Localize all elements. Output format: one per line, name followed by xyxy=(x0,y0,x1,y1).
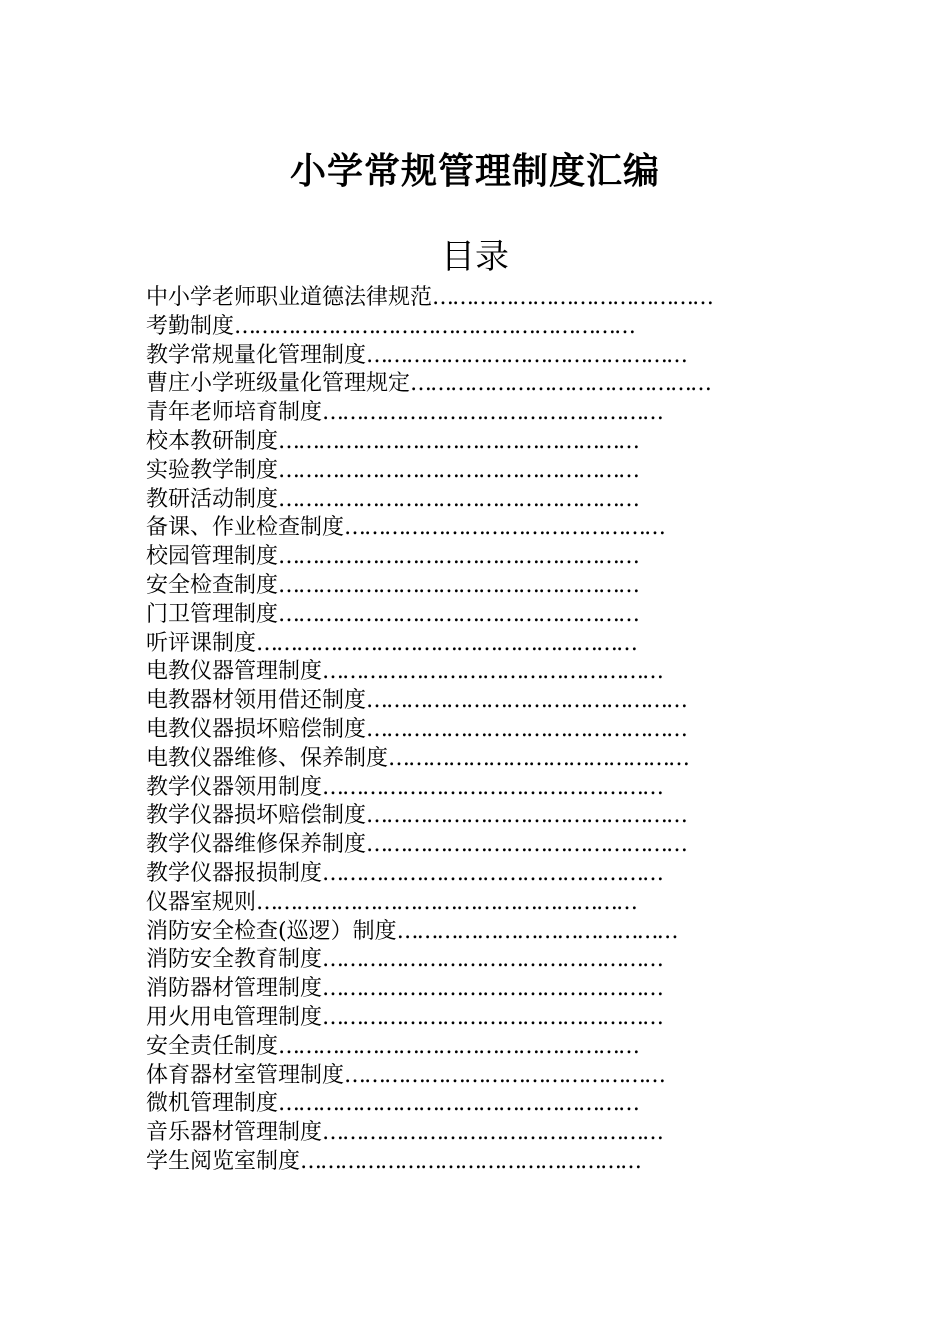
toc-item[interactable] xyxy=(146,745,758,774)
toc-item-label: 用火用电管理制度 xyxy=(146,1004,323,1030)
toc-item[interactable] xyxy=(146,774,758,803)
toc-item-leader: …………………………………………… xyxy=(322,1120,663,1146)
toc-item-label: 电教器材领用借还制度 xyxy=(146,688,367,714)
toc-item[interactable] xyxy=(146,918,758,947)
toc-item-label: 消防器材管理制度 xyxy=(146,976,323,1002)
toc-item-label: 教研活动制度 xyxy=(146,486,279,512)
toc-item-label: 学生阅览室制度 xyxy=(146,1148,301,1174)
toc-item[interactable] xyxy=(146,486,758,515)
toc-item[interactable] xyxy=(146,284,786,313)
toc-item-label: 电教仪器管理制度 xyxy=(146,659,323,685)
toc-item[interactable] xyxy=(146,399,758,428)
toc-item[interactable] xyxy=(146,716,758,745)
toc-item-leader: …………………………………………… xyxy=(300,1148,641,1174)
toc-item-label: 中小学老师职业道德法律规范 xyxy=(146,285,433,310)
toc-item[interactable] xyxy=(146,1148,758,1177)
toc-item-leader: ………………………………………… xyxy=(344,1062,665,1088)
toc-item-label: 曹庄小学班级量化管理规定 xyxy=(146,371,411,397)
toc-item-label: 考勤制度 xyxy=(146,313,235,339)
toc-item-label: 音乐器材管理制度 xyxy=(146,1120,323,1146)
toc-item[interactable] xyxy=(146,687,758,716)
toc-item[interactable] xyxy=(146,975,758,1004)
toc-item-leader: …………………………………………… xyxy=(322,659,663,685)
toc-item-label: 教学仪器损坏赔偿制度 xyxy=(146,803,367,829)
toc-item-leader: …………………………………… xyxy=(432,285,713,310)
toc-item-label: 消防安全检查(巡逻）制度 xyxy=(146,918,397,944)
toc-item-leader: ………………………………………… xyxy=(366,342,687,368)
toc-item-leader: ………………………………………………… xyxy=(256,889,637,915)
toc-item[interactable] xyxy=(146,601,758,630)
toc-item-label: 电教仪器损坏赔偿制度 xyxy=(146,716,367,742)
toc-item[interactable] xyxy=(146,658,758,687)
toc-item-label: 门卫管理制度 xyxy=(146,601,279,627)
toc-item[interactable] xyxy=(146,342,758,371)
toc-item-label: 教学常规量化管理制度 xyxy=(146,342,367,368)
toc-item[interactable] xyxy=(146,1062,758,1091)
toc-item-leader: …………………………………………………… xyxy=(234,313,635,339)
toc-item[interactable] xyxy=(146,831,758,860)
toc-item-leader: ……………………………………………… xyxy=(278,601,639,627)
toc-item[interactable] xyxy=(146,514,758,543)
toc-item-leader: …………………………………………… xyxy=(322,400,663,426)
toc-item-label: 教学仪器领用制度 xyxy=(146,774,323,800)
toc-item[interactable] xyxy=(146,428,758,457)
toc-item-label: 安全责任制度 xyxy=(146,1033,279,1059)
toc-item-leader: ………………………………………… xyxy=(344,515,665,541)
toc-item-leader: ………………………………………… xyxy=(366,688,687,714)
toc-item[interactable] xyxy=(146,889,758,918)
toc-item[interactable] xyxy=(146,630,758,659)
toc-item-label: 消防安全教育制度 xyxy=(146,947,323,973)
toc-item-label: 听评课制度 xyxy=(146,630,257,656)
toc-item-leader: ………………………………………… xyxy=(366,716,687,742)
toc-item-leader: ……………………………………………… xyxy=(278,544,639,570)
toc-item[interactable] xyxy=(146,802,758,831)
toc-item-leader: ……………………………………… xyxy=(410,371,711,397)
toc-item-leader: ………………………………………… xyxy=(366,832,687,858)
toc-item-leader: …………………………………………… xyxy=(322,774,663,800)
toc-item-leader: …………………………………… xyxy=(396,918,677,944)
toc-item-leader: …………………………………………… xyxy=(322,947,663,973)
toc-item-label: 微机管理制度 xyxy=(146,1091,279,1117)
toc-item[interactable] xyxy=(146,1033,758,1062)
toc-item-label: 校本教研制度 xyxy=(146,428,279,454)
toc-item-leader: ………………………………………… xyxy=(366,803,687,829)
toc-item-leader: …………………………………………… xyxy=(322,860,663,886)
toc-item-label: 实验教学制度 xyxy=(146,457,279,483)
toc-item-leader: ……………………………………………… xyxy=(278,1033,639,1059)
toc-item-label: 备课、作业检查制度 xyxy=(146,515,345,541)
toc-item[interactable] xyxy=(146,572,758,601)
toc-item[interactable] xyxy=(146,860,758,889)
toc-item[interactable] xyxy=(146,457,758,486)
toc-item[interactable] xyxy=(146,1090,758,1119)
table-of-contents xyxy=(146,284,786,1177)
toc-item[interactable] xyxy=(146,543,758,572)
toc-item-leader: ……………………………………… xyxy=(388,745,689,771)
toc-item-leader: ……………………………………………… xyxy=(278,428,639,454)
toc-item-label: 教学仪器报损制度 xyxy=(146,860,323,886)
document-title: 小学常规管理制度汇编 xyxy=(289,150,660,192)
toc-item-leader: ……………………………………………… xyxy=(278,572,639,598)
toc-item[interactable] xyxy=(146,313,758,342)
toc-item-label: 体育器材室管理制度 xyxy=(146,1062,345,1088)
toc-item-label: 青年老师培育制度 xyxy=(146,400,323,426)
toc-item-label: 教学仪器维修保养制度 xyxy=(146,832,367,858)
toc-item-label: 仪器室规则 xyxy=(146,889,257,915)
toc-item-leader: …………………………………………… xyxy=(322,1004,663,1030)
toc-item-leader: ……………………………………………… xyxy=(278,457,639,483)
toc-item-label: 电教仪器维修、保养制度 xyxy=(146,745,389,771)
toc-item-label: 校园管理制度 xyxy=(146,544,279,570)
toc-item[interactable] xyxy=(146,1119,758,1148)
toc-item-leader: ………………………………………………… xyxy=(256,630,637,656)
toc-item[interactable] xyxy=(146,1004,758,1033)
toc-item[interactable] xyxy=(146,370,758,399)
toc-item-label: 安全检查制度 xyxy=(146,572,279,598)
toc-heading: 目录 xyxy=(441,237,509,277)
toc-item[interactable] xyxy=(146,946,758,975)
toc-item-leader: ……………………………………………… xyxy=(278,1091,639,1117)
toc-item-leader: ……………………………………………… xyxy=(278,486,639,512)
toc-item-leader: …………………………………………… xyxy=(322,976,663,1002)
